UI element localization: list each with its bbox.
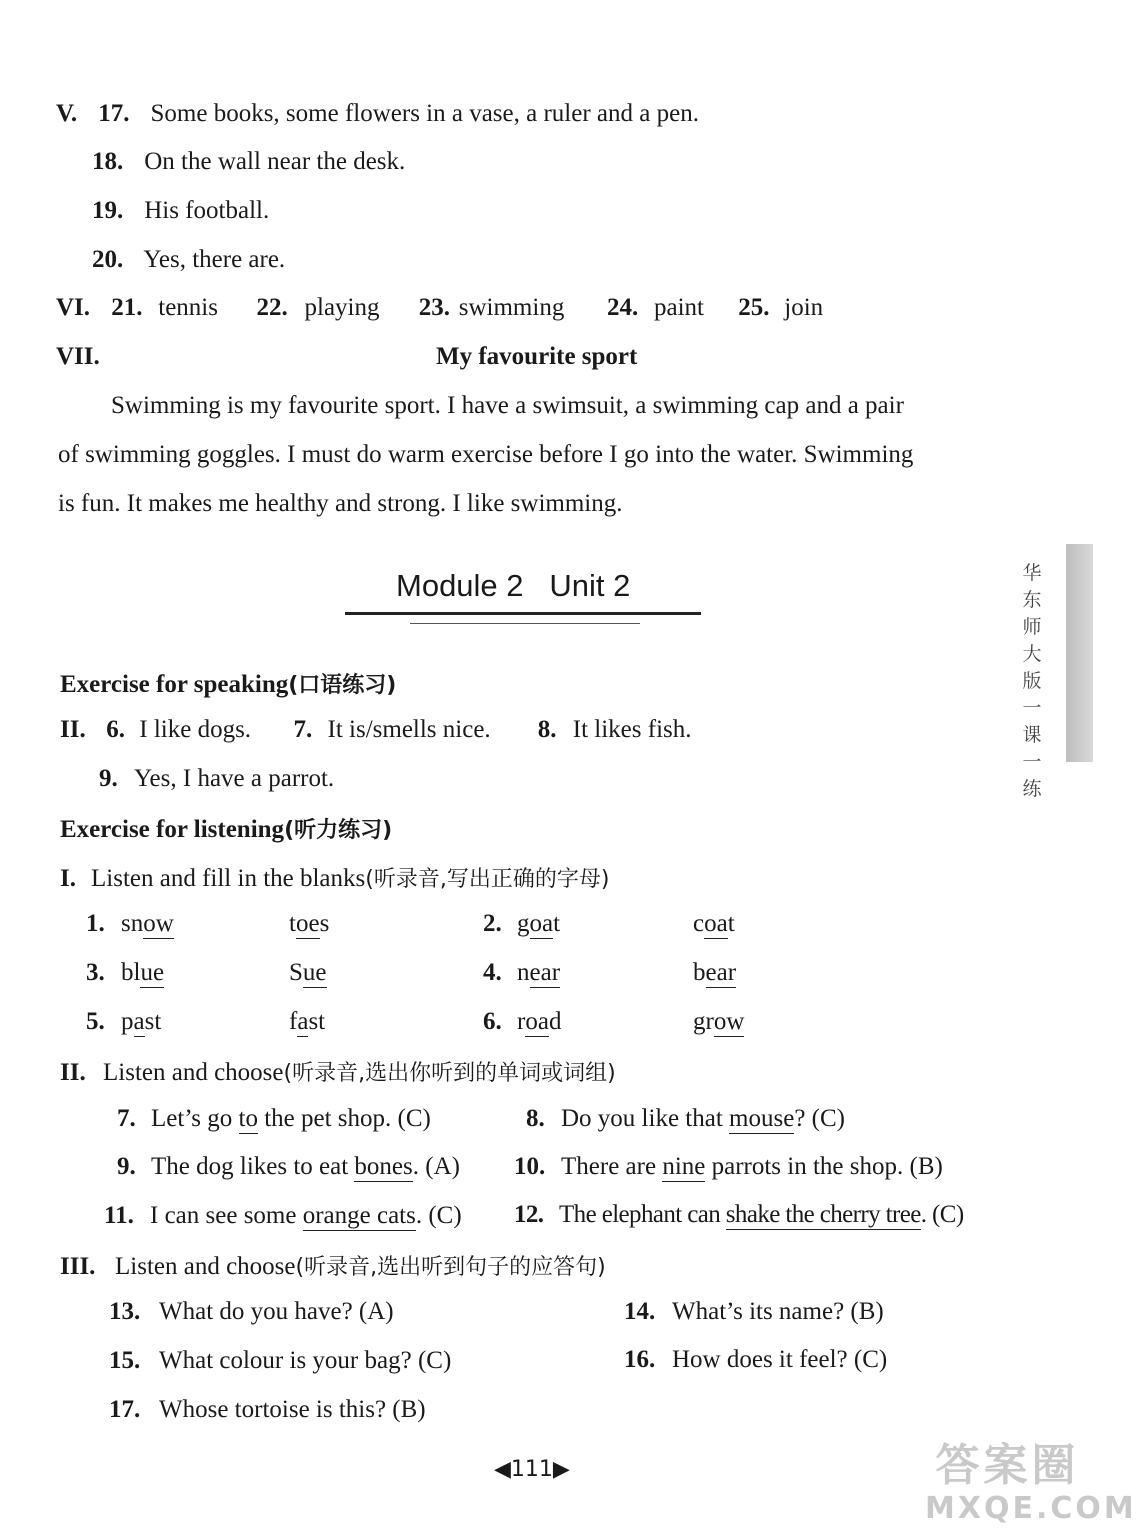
sentence-pre: Do you like that: [561, 1105, 730, 1132]
item-number: 23.: [418, 294, 450, 321]
label-cn: (听录音,选出你听到的单词或词组): [283, 1061, 616, 1086]
roman-vi: VI.: [56, 294, 91, 321]
roman-iii: III.: [60, 1253, 96, 1280]
page-number: ◀111▶: [494, 1457, 570, 1482]
part-ii-label: [60, 1056, 616, 1087]
watermark-logo: [925, 1440, 1137, 1534]
underlined-answer: bones: [354, 1153, 413, 1180]
listening-heading: [60, 813, 392, 844]
underlined-letters: ue: [302, 959, 327, 986]
fill-word: [517, 959, 560, 987]
underlined-letters: ear: [529, 959, 561, 986]
answer-text: I like dogs.: [139, 716, 252, 743]
sec-v-row-17: [56, 100, 699, 128]
word: coat: [693, 910, 735, 937]
item-number: 2.: [483, 910, 502, 937]
word: near: [517, 959, 561, 986]
word: fast: [289, 1008, 326, 1035]
answer-text: Yes, there are.: [143, 246, 286, 273]
item-number: 11.: [104, 1202, 134, 1229]
heading-cn: (口语练习): [288, 673, 397, 698]
item-number: 17.: [109, 1396, 141, 1423]
underlined-answer: to: [238, 1105, 258, 1132]
sentence-post: . (A): [412, 1153, 460, 1180]
word: road: [517, 1008, 562, 1035]
title-subrule: [410, 623, 640, 624]
answer-text: paint: [654, 294, 704, 321]
word: goat: [517, 910, 561, 937]
reply-14: [624, 1298, 884, 1326]
item-number: 1.: [86, 910, 105, 937]
sentence-post: . (C): [415, 1202, 462, 1229]
item-number: 13.: [109, 1298, 141, 1325]
item-number: 22.: [256, 294, 288, 321]
sec-v-row-18: [92, 148, 405, 176]
answer-text: What’s its name? (B): [672, 1298, 884, 1325]
heading-cn: (听力练习): [284, 818, 393, 843]
fill-word: [121, 1008, 161, 1036]
item-number: 18.: [92, 148, 124, 175]
speaking-row-1: [60, 716, 692, 744]
word: blue: [121, 959, 165, 986]
underlined-letters: a: [297, 1008, 309, 1035]
item-number: 7.: [293, 716, 313, 743]
word: grow: [693, 1008, 745, 1035]
sentence-post: the pet shop. (C): [257, 1105, 431, 1132]
underlined-letters: oa: [525, 1008, 549, 1035]
item-number: 9.: [99, 765, 118, 792]
composition-title: My favourite sport: [436, 343, 638, 370]
sec-vi-row: [56, 294, 823, 322]
roman-vii: VII.: [56, 343, 100, 370]
item-number: 8.: [537, 716, 557, 743]
item-number: 20.: [92, 246, 124, 273]
speaking-row-2: [99, 765, 334, 793]
underlined-letters: oe: [295, 910, 320, 937]
word: toes: [289, 910, 330, 937]
item-number: 25.: [738, 294, 770, 321]
item-number: 9.: [117, 1153, 136, 1180]
label-en: Listen and choose: [103, 1059, 284, 1086]
composition-line: is fun. It makes me healthy and strong. I like swimming.: [58, 490, 623, 517]
underlined-letters: oa: [704, 910, 728, 937]
choose-item: [514, 1201, 964, 1229]
side-text: 华 东 师 大 版 一 课 一 练: [1022, 562, 1042, 800]
label-cn: (听录音,选出听到句子的应答句): [295, 1255, 606, 1280]
choose-item: [514, 1153, 943, 1181]
answer-text: Whose tortoise is this? (B): [159, 1396, 426, 1423]
label-en: Listen and fill in the blanks: [91, 865, 366, 892]
choose-item: [526, 1105, 845, 1133]
fill-number: [86, 959, 105, 987]
answer-text: How does it feel? (C): [672, 1346, 888, 1373]
fill-word: [289, 1008, 325, 1036]
heading-en: Exercise for listening: [60, 816, 285, 843]
item-number: 12.: [514, 1201, 544, 1228]
sentence-post: . (C): [920, 1201, 964, 1228]
reply-16: [624, 1346, 887, 1374]
answer-text: It is/smells nice.: [327, 716, 491, 743]
item-number: 15.: [109, 1347, 141, 1374]
underlined-answer: orange cats: [302, 1202, 416, 1229]
roman-i: I.: [60, 865, 76, 892]
fill-word: [121, 959, 164, 987]
heading-en: Exercise for speaking: [60, 671, 289, 698]
title-rule: [345, 612, 701, 615]
word: bear: [693, 959, 737, 986]
item-number: 8.: [526, 1105, 545, 1132]
sentence-pre: There are: [561, 1153, 663, 1180]
fill-number: [483, 1008, 502, 1036]
answer-text: His football.: [144, 197, 270, 224]
choose-item: [117, 1105, 431, 1133]
label-en: Listen and choose: [115, 1253, 296, 1280]
composition-line: of swimming goggles. I must do warm exercise before I go into the water. Swimming: [58, 441, 914, 468]
sentence-post: parrots in the shop. (B): [705, 1153, 943, 1180]
fill-number: [86, 1008, 105, 1036]
part-iii-label: [60, 1250, 606, 1281]
underlined-letters: ow: [713, 1008, 745, 1035]
answer-text: join: [784, 294, 824, 321]
underlined-answer: mouse: [729, 1105, 795, 1132]
module-title: Module 2 Unit 2: [396, 568, 631, 603]
item-number: 10.: [514, 1153, 546, 1180]
word: past: [121, 1008, 162, 1035]
answer-text: Yes, I have a parrot.: [134, 765, 335, 792]
underlined-answer: shake the cherry tree: [725, 1201, 921, 1228]
fill-word: [289, 910, 329, 938]
underlined-letters: ear: [705, 959, 737, 986]
item-number: 14.: [624, 1298, 656, 1325]
item-number: 16.: [624, 1346, 656, 1373]
fill-number: [86, 910, 105, 938]
sentence-pre: I can see some: [150, 1202, 303, 1229]
sec-v-row-19: [92, 197, 269, 225]
fill-word: [517, 1008, 561, 1036]
fill-number: [483, 959, 502, 987]
item-number: 7.: [117, 1105, 136, 1132]
item-number: 24.: [607, 294, 639, 321]
sentence-pre: The dog likes to eat: [151, 1153, 355, 1180]
sec-v-row-20: [92, 246, 285, 274]
watermark-url: MXQE.COM: [925, 1491, 1137, 1526]
sentence-pre: The elephant can: [559, 1201, 726, 1228]
answer-text: It likes fish.: [572, 716, 692, 743]
reply-17: [109, 1396, 426, 1424]
answer-text: What do you have? (A): [159, 1298, 394, 1325]
item-number: 5.: [86, 1008, 105, 1035]
fill-word: [121, 910, 174, 938]
choose-item: [104, 1202, 462, 1230]
word: Sue: [289, 959, 327, 986]
roman-ii: II.: [60, 1059, 86, 1086]
underlined-letters: oa: [529, 910, 554, 937]
item-number: 6.: [483, 1008, 502, 1035]
fill-word: [693, 1008, 744, 1036]
roman-ii: II.: [60, 716, 86, 743]
item-number: 19.: [92, 197, 124, 224]
fill-number: [483, 910, 502, 938]
answer-text: On the wall near the desk.: [144, 148, 406, 175]
part-i-label: [60, 862, 609, 893]
label-cn: (听录音,写出正确的字母): [365, 867, 610, 892]
reply-15: [109, 1347, 451, 1375]
sentence-post: ? (C): [794, 1105, 845, 1132]
item-number: 21.: [111, 294, 143, 321]
choose-item: [117, 1153, 460, 1181]
fill-word: [289, 959, 327, 987]
item-number: 4.: [483, 959, 502, 986]
fill-word: [693, 910, 735, 938]
answer-text: playing: [304, 294, 380, 321]
item-number: 6.: [106, 716, 125, 743]
answer-text: swimming: [458, 294, 565, 321]
answer-text: tennis: [158, 294, 218, 321]
item-number: 17.: [98, 100, 130, 127]
underlined-letters: a: [133, 1008, 145, 1035]
roman-v: V.: [56, 100, 78, 127]
fill-word: [517, 910, 560, 938]
answer-text: What colour is your bag? (C): [159, 1347, 452, 1374]
watermark-text: 答案圈: [935, 1440, 1080, 1491]
composition-line: Swimming is my favourite sport. I have a swimsuit, a swimming cap and a pair: [111, 392, 904, 419]
word: snow: [121, 910, 174, 937]
speaking-heading: [60, 668, 396, 699]
underlined-letters: ow: [143, 910, 174, 937]
underlined-letters: ue: [140, 959, 165, 986]
reply-13: [109, 1298, 394, 1326]
sentence-pre: Let’s go: [151, 1105, 239, 1132]
fill-word: [693, 959, 736, 987]
side-tab: [1066, 544, 1093, 762]
answer-text: Some books, some flowers in a vase, a ruler and a pen.: [150, 100, 699, 127]
underlined-answer: nine: [662, 1153, 706, 1180]
item-number: 3.: [86, 959, 105, 986]
